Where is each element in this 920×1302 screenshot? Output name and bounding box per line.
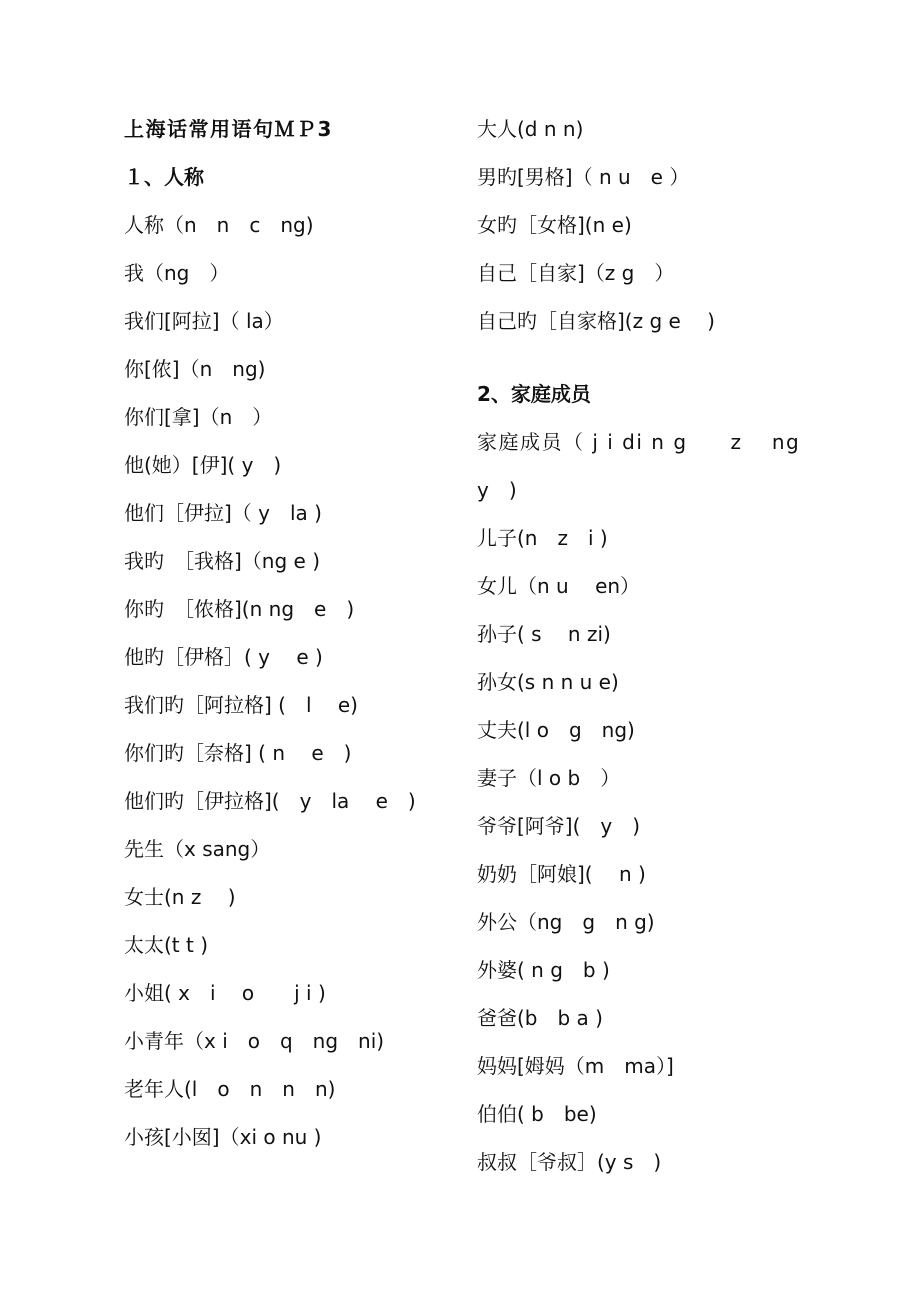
term-line: 你旳 ［侬格](n ng e ) (124, 597, 355, 621)
section-1-heading: １、人称 (124, 165, 204, 189)
term-line: 家庭成员（ j i di n g z ng (477, 430, 801, 454)
term-line: 我旳 ［我格]（ng e ) (124, 549, 320, 573)
term-line: 他们［伊拉]（ y la ) (124, 501, 322, 525)
term-line: 孙子( s n zi) (477, 622, 611, 646)
term-line: 我们旳［阿拉格] ( l e) (124, 693, 358, 717)
term-line: 妻子（l o b ） (477, 766, 621, 790)
term-line: 大人(d n n) (477, 117, 584, 141)
term-line: 叔叔［爷叔］(y s ) (477, 1150, 662, 1174)
term-line: 我们[阿拉]（ la） (124, 309, 284, 333)
term-line: 我（ng ） (124, 261, 230, 285)
term-line: 男旳[男格]（ n u e ） (477, 165, 690, 189)
term-line: 妈妈[姆妈（m ma）] (477, 1054, 674, 1078)
term-line: 你们旳［奈格] ( n e ) (124, 741, 352, 765)
term-line: 女儿（n u en） (477, 574, 641, 598)
term-line: 他(她）[伊]( y ) (124, 453, 282, 477)
term-line: 女士(n z ) (124, 885, 236, 909)
section-2-heading: 2、家庭成员 (477, 382, 591, 406)
document-title: 上海话常用语句ＭＰ3 (124, 117, 333, 141)
term-line: 人称（n n c ng) (124, 213, 314, 237)
term-line: 爷爷[阿爷]( y ) (477, 814, 641, 838)
term-line: 自己旳［自家格](z g e ) (477, 309, 715, 333)
term-line: 孙女(s n n u e) (477, 670, 619, 694)
term-line: 自己［自家]（z g ） (477, 261, 675, 285)
term-line: 小姐( x i o j i ) (124, 981, 326, 1005)
term-line: 丈夫(l o g ng) (477, 718, 635, 742)
term-line: 女旳［女格](n e) (477, 213, 632, 237)
term-line: 他旳［伊格］( y e ) (124, 645, 323, 669)
term-line: 外婆( n g b ) (477, 958, 610, 982)
term-line: 你们[拿]（n ） (124, 405, 273, 429)
term-line: 爸爸(b b a ) (477, 1006, 603, 1030)
term-line: 儿子(n z i ) (477, 526, 608, 550)
term-line: 小孩[小囡]（xi o nu ) (124, 1125, 322, 1149)
term-line: 奶奶［阿娘]( n ) (477, 862, 646, 886)
term-line: y ) (477, 478, 517, 502)
term-line: 先生（x sang） (124, 837, 271, 861)
term-line: 他们旳［伊拉格]( y la e ) (124, 789, 416, 813)
term-line: 你[侬]（n ng) (124, 357, 266, 381)
term-line: 外公（ng g n g) (477, 910, 655, 934)
term-line: 伯伯( b be) (477, 1102, 597, 1126)
term-line: 老年人(l o n n n) (124, 1077, 336, 1101)
term-line: 太太(t t ) (124, 933, 209, 957)
term-line: 小青年（x i o q ng ni) (124, 1029, 385, 1053)
